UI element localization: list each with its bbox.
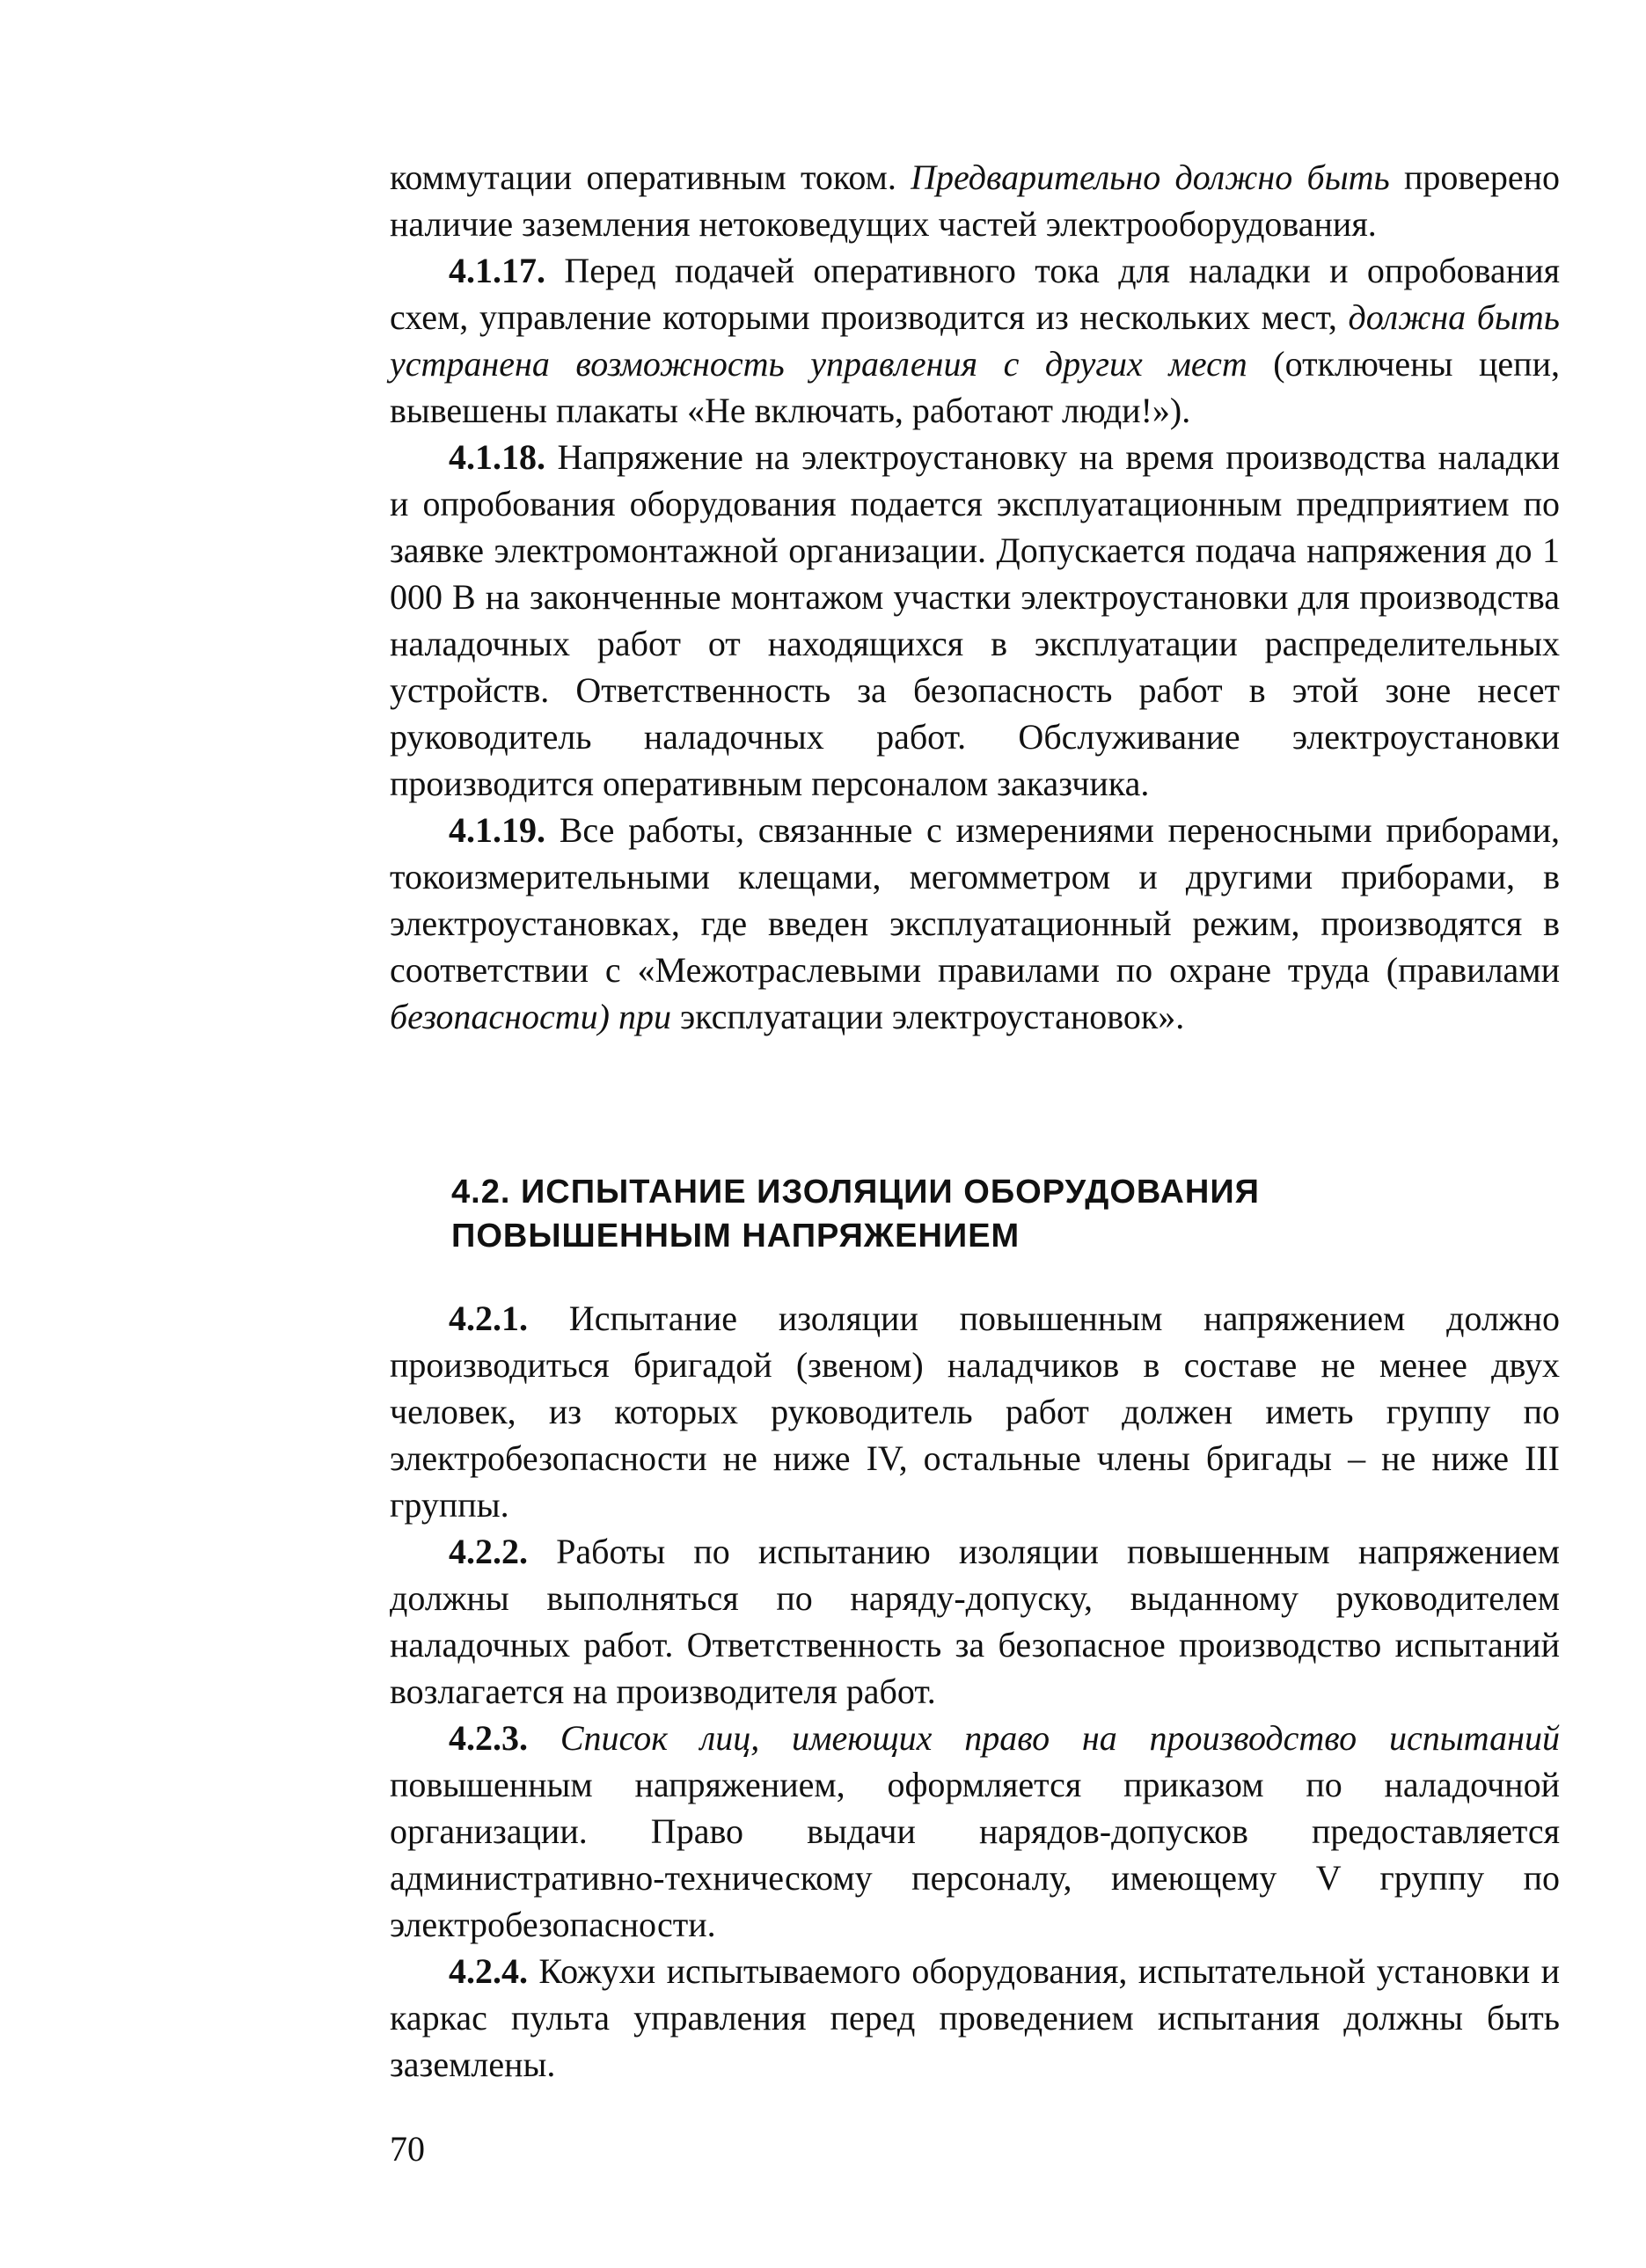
paragraph-4-2-4	[390, 1948, 1560, 2088]
paragraph-4-2-1	[390, 1295, 1560, 1528]
paragraph-4-1-18	[390, 434, 1560, 807]
paragraph-italic-text: безопасности) при	[390, 997, 671, 1036]
paragraph-4-2-3	[390, 1715, 1560, 1948]
paragraph-text: (отключены цепи, вывешены плакаты «Не включать, работают люди!»).	[390, 344, 1560, 430]
heading-line-1: 4.2. ИСПЫТАНИЕ ИЗОЛЯЦИИ ОБОРУДОВАНИЯ	[451, 1174, 1260, 1211]
paragraph-text: Перед подачей оперативного тока для наладки и опробования схем, управление которыми производится из нескольких мест,	[390, 251, 1560, 337]
paragraph-4-1-17	[390, 247, 1560, 434]
paragraph-4-2-2	[390, 1528, 1560, 1715]
paragraph-text: Напряжение на электроустановку на время производства наладки и опробования оборудования подается эксплуатационным предприятием по заявке электромонтажной организации. Допускается подача напряжения до 1 000 В на законченные монтажом участки электроустановки для производства наладочных работ от находящихся в эксплуатации распределительных устройств. Ответственность за безопасность работ в этой зоне несет руководитель наладочных работ. Обслуживание электроустановки производится оперативным персоналом заказчика.	[390, 437, 1560, 803]
paragraph-italic-text: Предварительно должно быть	[911, 157, 1390, 197]
paragraph-number: 4.2.4.	[449, 1951, 528, 1991]
paragraph-text	[528, 1718, 560, 1758]
heading-line-2: ПОВЫШЕННЫМ НАПРЯЖЕНИЕМ	[451, 1218, 1021, 1255]
paragraph-number: 4.2.3.	[449, 1718, 528, 1758]
section-heading	[451, 1170, 1507, 1258]
paragraph-text: Работы по испытанию изоляции повышенным напряжением должны выполняться по наряду-допуску, выданному руководителем наладочных работ. Ответственность за безопасное производство испытаний возлагается на производителя работ.	[390, 1532, 1560, 1711]
paragraph-text: Испытание изоляции повышенным напряжением должно производиться бригадой (звеном) наладчиков в составе не менее двух человек, из которых руководитель работ должен иметь группу по электробезопасности не ниже IV, остальные члены бригады – не ниже III группы.	[390, 1299, 1560, 1525]
paragraph-text: Все работы, связанные с измерениями переносными приборами, токоизмерительными клещами, мегомметром и другими приборами, в электроустановках, где введен эксплуатационный режим, производятся в соответствии с «Межотраслевыми правилами по охране труда (правилами	[390, 810, 1560, 990]
paragraph-number: 4.1.17.	[449, 251, 545, 290]
section-4-2-block	[390, 1295, 1560, 2088]
paragraph-4-1-19	[390, 807, 1560, 1040]
paragraph-italic-text: Список лиц, имеющих право на производство испытаний	[560, 1718, 1561, 1758]
paragraph-text: проверено наличие заземления нетоковедущих частей электрооборудования.	[390, 157, 1560, 244]
page-number: 70	[390, 2129, 425, 2169]
section-4-1-block	[390, 154, 1560, 1040]
paragraph-italic-text: должна быть устранена возможность управления с других мест	[390, 297, 1561, 384]
paragraph-text: эксплуатации электроустановок».	[670, 997, 1185, 1036]
paragraph-text: повышенным напряжением, оформляется приказом по наладочной организации. Право выдачи нарядов-допусков предоставляется административно-техническому персоналу, имеющему V группу по электробезопасности.	[390, 1765, 1560, 1944]
paragraph-text: Кожухи испытываемого оборудования, испытательной установки и каркас пульта управления перед проведением испытания должны быть заземлены.	[390, 1951, 1560, 2084]
paragraph-number: 4.1.19.	[449, 810, 545, 850]
paragraph-number: 4.1.18.	[449, 437, 545, 477]
paragraph-number: 4.2.1.	[449, 1299, 528, 1338]
paragraph-continuation	[390, 154, 1560, 247]
paragraph-number: 4.2.2.	[449, 1532, 528, 1571]
paragraph-text: коммутации оперативным током.	[390, 157, 911, 197]
